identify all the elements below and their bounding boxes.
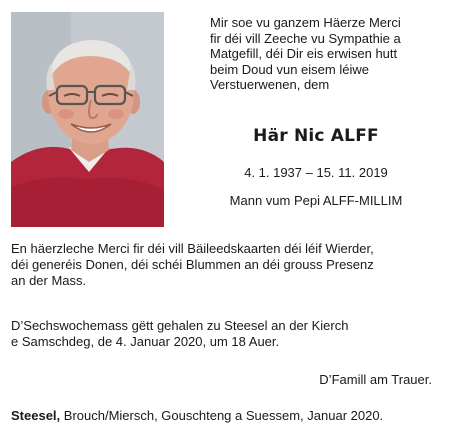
footer-places xyxy=(11,408,383,423)
footer-place-rest: Brouch/Miersch, Gouschteng a Suessem, Januar 2020. xyxy=(60,408,384,423)
intro-line: Verstuerwenen, dem xyxy=(210,77,330,92)
portrait-illustration xyxy=(11,12,164,227)
intro-line: beim Doud vun eisem léiwe xyxy=(210,61,369,77)
thanks-line: En häerzleche Merci fir déi vill Bäileedskaarten déi léif Wierder, xyxy=(11,241,374,256)
thanks-line: déi generéis Donen, déi schéi Blummen an déi grouss Presenz xyxy=(11,257,374,272)
intro-line: Matgefill, déi Dir eis erwisen hutt xyxy=(210,46,398,61)
intro-line: fir déi vill Zeeche vu Sympathie a xyxy=(210,30,401,46)
portrait-photo xyxy=(11,12,164,227)
mass-line: e Samschdeg, de 4. Januar 2020, um 18 Auer. xyxy=(11,334,280,349)
intro-text xyxy=(210,15,442,93)
footer-place-bold: Steesel, xyxy=(11,408,61,423)
life-dates: 4. 1. 1937 – 15. 11. 2019 xyxy=(244,165,388,180)
spouse-line: Mann vum Pepi ALFF-MILLIM xyxy=(229,193,403,208)
mass-line: D’Sechswochemass gëtt gehalen zu Steesel an der Kierch xyxy=(11,318,349,333)
thanks-line: an der Mass. xyxy=(11,273,87,288)
mass-announcement xyxy=(11,318,445,350)
family-signature: D’Famill am Trauer. xyxy=(319,372,432,387)
deceased-name: Här Nic ALFF xyxy=(253,126,379,146)
intro-line: Mir soe vu ganzem Häerze Merci xyxy=(210,15,401,30)
thanks-text xyxy=(11,241,445,289)
